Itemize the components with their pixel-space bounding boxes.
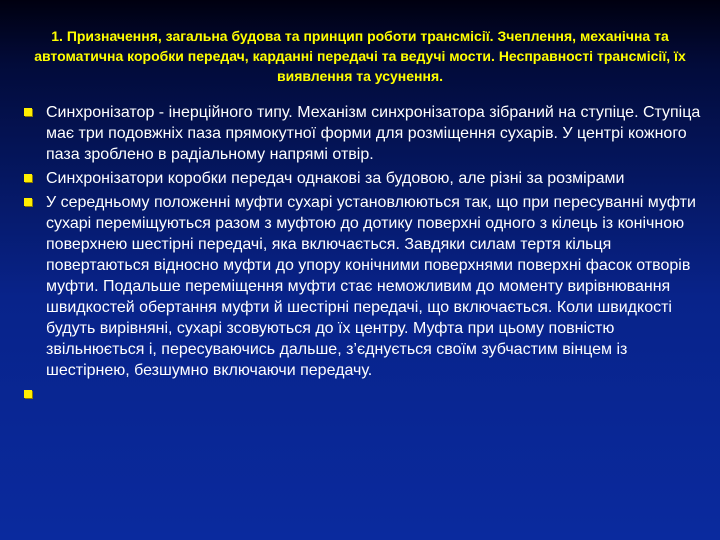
bullet-item (24, 168, 708, 189)
bullet-text: Синхронізатор - інерційного типу. Механізм синхронізатора зібраний на ступіце. Ступіца має три подовжніх паза прямокутної форми для розміщення сухарів. У центрі кожного паза зроблено в радіальному напрямі отвір. (46, 104, 701, 163)
bullet-item (24, 192, 708, 381)
square-bullet-icon (24, 108, 32, 116)
bullet-item (24, 102, 708, 165)
square-bullet-icon (24, 198, 32, 206)
bullet-item-empty (24, 384, 708, 405)
bullet-text: У середньому положенні муфти сухарі установлюються так, що при пересуванні муфти сухарі переміщуються разом з муфтою до дотику поверхні одного з кілець із конічною поверхнею шестірні передачі, яка включається. Завдяки силам тертя кільця повертаються відносно муфти до упору конічними поверхнями поверхні фасок отворів муфти. Подальше переміщення муфти стає неможливим до моменту вирівнювання швидкостей обертання муфти й шестірні передачі, що включається. Коли швидкості будуть вирівняні, сухарі зсовуються до їх центру. Муфта при цьому повністю звільнюється і, пересуваючись дальше, з’єднується своїм зубчастим вінцем із шестірнею, безшумно включаючи передачу. (46, 194, 696, 379)
bullet-text: Синхронізатори коробки передач однакові за будовою, але різні за розмірами (46, 170, 625, 187)
slide-title: 1. Призначення, загальна будова та принцип роботи трансмісії. Зчеплення, механічна та автоматична коробки передач, карданні передачі та ведучі мости. Несправності трансмісії, їх виявлення та усунення. (34, 28, 686, 84)
square-bullet-icon (24, 174, 32, 182)
square-bullet-icon (24, 390, 32, 398)
bullet-list (24, 102, 708, 408)
